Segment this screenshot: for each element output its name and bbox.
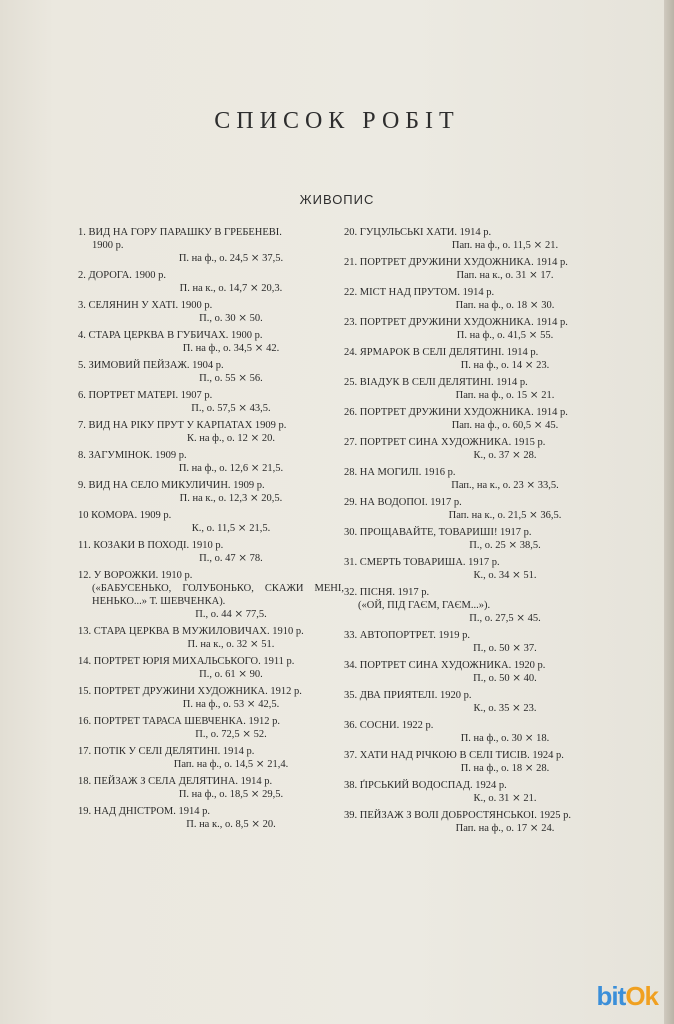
- work-details: К., о. 31 ⨯ 21.: [473, 793, 537, 804]
- list-item: [78, 299, 344, 325]
- page-title: СПИСОК РОБІТ: [214, 108, 460, 134]
- work-title: 1. ВИД НА ГОРУ ПАРАШКУ В ГРЕБЕНЕВІ.: [78, 227, 282, 238]
- list-item: [344, 629, 626, 655]
- work-title: 24. ЯРМАРОК В СЕЛІ ДЕЛЯТИНІ. 1914 р.: [344, 347, 539, 358]
- list-item: [344, 659, 626, 685]
- work-title: 2. ДОРОГА. 1900 р.: [78, 270, 167, 281]
- left-column: [78, 226, 344, 835]
- work-title: 11. КОЗАКИ В ПОХОДІ. 1910 р.: [78, 540, 224, 551]
- work-title: 27. ПОРТРЕТ СИНА ХУДОЖНИКА. 1915 р.: [344, 437, 546, 448]
- work-details: П. на ф., о. 53 ⨯ 42,5.: [182, 699, 280, 710]
- work-title: 35. ДВА ПРИЯТЕЛІ. 1920 р.: [344, 690, 472, 701]
- list-item: [344, 316, 626, 342]
- list-item: [78, 715, 344, 741]
- list-item: [78, 329, 344, 355]
- work-details: Пап. на ф., о. 60,5 ⨯ 45.: [451, 420, 559, 431]
- work-title: 18. ПЕЙЗАЖ З СЕЛА ДЕЛЯТИНА. 1914 р.: [78, 776, 273, 787]
- work-details: П. на ф., о. 18,5 ⨯ 29,5.: [178, 789, 284, 800]
- list-item: [344, 586, 626, 625]
- work-details: Пап. на ф., о. 14,5 ⨯ 21,4.: [173, 759, 289, 770]
- work-title: 15. ПОРТРЕТ ДРУЖИНИ ХУДОЖНИКА. 1912 р.: [78, 686, 302, 697]
- work-details: К., о. 11,5 ⨯ 21,5.: [191, 523, 271, 534]
- work-details: Пап. на ф., о. 11,5 ⨯ 21.: [451, 240, 559, 251]
- list-item: [344, 556, 626, 582]
- work-title: 20. ГУЦУЛЬСЬКІ ХАТИ. 1914 р.: [344, 227, 492, 238]
- list-item: [344, 749, 626, 775]
- work-title: 6. ПОРТРЕТ МАТЕРІ. 1907 р.: [78, 390, 213, 401]
- work-details: Пап. на ф., о. 18 ⨯ 30.: [455, 300, 555, 311]
- list-item: [78, 539, 344, 565]
- work-details: П. на ф., о. 41,5 ⨯ 55.: [456, 330, 554, 341]
- work-details: П., о. 57,5 ⨯ 43,5.: [191, 403, 271, 414]
- work-details: П., о. 72,5 ⨯ 52.: [195, 729, 267, 740]
- list-item: [78, 655, 344, 681]
- work-title: 8. ЗАГУМІНОК. 1909 р.: [78, 450, 187, 461]
- list-item: [78, 509, 344, 535]
- work-details: П., о. 44 ⨯ 77,5.: [195, 609, 267, 620]
- work-title: 28. НА МОГИЛІ. 1916 р.: [344, 467, 456, 478]
- work-title: 32. ПІСНЯ. 1917 р.: [344, 587, 430, 598]
- work-details: П., о. 61 ⨯ 90.: [199, 669, 263, 680]
- work-details: П. на к., о. 8,5 ⨯ 20.: [186, 819, 276, 830]
- work-title: 37. ХАТИ НАД РІЧКОЮ В СЕЛІ ТИСІВ. 1924 р.: [344, 750, 564, 761]
- work-details: Пап. на ф., о. 17 ⨯ 24.: [455, 823, 555, 834]
- list-item: [344, 376, 626, 402]
- list-item: [344, 406, 626, 432]
- work-details: П. на ф., о. 34,5 ⨯ 42.: [182, 343, 280, 354]
- list-item: [78, 775, 344, 801]
- list-item: [78, 359, 344, 385]
- work-quote: («ОЙ, ПІД ГАЄМ, ГАЄМ...»).: [358, 600, 491, 611]
- page-edge: [664, 0, 674, 1024]
- work-details: П., о. 30 ⨯ 50.: [199, 313, 263, 324]
- list-item: [78, 625, 344, 651]
- work-title: 16. ПОРТРЕТ ТАРАСА ШЕВЧЕНКА. 1912 р.: [78, 716, 280, 727]
- list-item: [344, 526, 626, 552]
- work-title: 4. СТАРА ЦЕРКВА В ГУБИЧАХ. 1900 р.: [78, 330, 263, 341]
- work-details: К. на ф., о. 12 ⨯ 20.: [186, 433, 275, 444]
- watermark-logo: bitOk: [596, 981, 658, 1011]
- list-item: [344, 809, 626, 835]
- work-title: 31. СМЕРТЬ ТОВАРИША. 1917 р.: [344, 557, 500, 568]
- list-item: [78, 269, 344, 295]
- work-details: К., о. 34 ⨯ 51.: [473, 570, 537, 581]
- work-details: П., о. 25 ⨯ 38,5.: [469, 540, 541, 551]
- list-item: [344, 466, 626, 492]
- work-details: П., о. 50 ⨯ 40.: [473, 673, 537, 684]
- list-item: [344, 779, 626, 805]
- work-details: П. на ф., о. 24,5 ⨯ 37,5.: [178, 253, 284, 264]
- list-item: [344, 226, 626, 252]
- list-item: [78, 226, 344, 265]
- list-item: [78, 389, 344, 415]
- list-item: [78, 419, 344, 445]
- work-details: Пап., на к., о. 23 ⨯ 33,5.: [451, 480, 559, 491]
- work-title: 30. ПРОЩАВАЙТЕ, ТОВАРИШІ! 1917 р.: [344, 527, 532, 538]
- list-item: [344, 286, 626, 312]
- section-heading: ЖИВОПИС: [299, 192, 375, 207]
- work-title: 26. ПОРТРЕТ ДРУЖИНИ ХУДОЖНИКА. 1914 р.: [344, 407, 568, 418]
- work-details: П. на ф., о. 14 ⨯ 23.: [460, 360, 550, 371]
- right-column: [344, 226, 626, 839]
- work-title: 7. ВИД НА РІКУ ПРУТ У КАРПАТАХ 1909 р.: [78, 420, 287, 431]
- list-item: [78, 479, 344, 505]
- work-details: П., о. 47 ⨯ 78.: [199, 553, 263, 564]
- work-title: 34. ПОРТРЕТ СИНА ХУДОЖНИКА. 1920 р.: [344, 660, 546, 671]
- work-quote: («БАБУСЕНЬКО, ГОЛУБОНЬКО, СКАЖИ МЕНІ, НЕНЬКО...» Т. ШЕВЧЕНКА).: [92, 583, 344, 607]
- list-item: [78, 745, 344, 771]
- work-details: К., о. 37 ⨯ 28.: [473, 450, 537, 461]
- work-year: 1900 р.: [92, 240, 124, 251]
- work-details: Пап. на к., о. 31 ⨯ 17.: [456, 270, 554, 281]
- work-title: 38. ҐІРСЬКИЙ ВОДОСПАД. 1924 р.: [344, 780, 507, 791]
- work-title: 39. ПЕЙЗАЖ З ВОЛІ ДОБРОСТЯНСЬКОІ. 1925 р.: [344, 810, 572, 821]
- work-title: 21. ПОРТРЕТ ДРУЖИНИ ХУДОЖНИКА. 1914 р.: [344, 257, 568, 268]
- work-title: 23. ПОРТРЕТ ДРУЖИНИ ХУДОЖНИКА. 1914 р.: [344, 317, 568, 328]
- list-item: [344, 719, 626, 745]
- list-item: [78, 569, 344, 621]
- work-title: 5. ЗИМОВИЙ ПЕЙЗАЖ. 1904 р.: [78, 360, 224, 371]
- work-title: 36. СОСНИ. 1922 р.: [344, 720, 434, 731]
- work-details: П., о. 27,5 ⨯ 45.: [469, 613, 541, 624]
- list-item: [78, 685, 344, 711]
- work-title: 19. НАД ДНІСТРОМ. 1914 р.: [78, 806, 210, 817]
- list-item: [344, 346, 626, 372]
- work-details: П. на к., о. 12,3 ⨯ 20,5.: [179, 493, 283, 504]
- work-details: П. на ф., о. 12,6 ⨯ 21,5.: [178, 463, 284, 474]
- work-details: П. на к., о. 14,7 ⨯ 20,3.: [179, 283, 283, 294]
- work-details: П. на ф., о. 30 ⨯ 18.: [460, 733, 550, 744]
- work-details: Пап. на ф., о. 15 ⨯ 21.: [455, 390, 555, 401]
- work-title: 3. СЕЛЯНИН У ХАТІ. 1900 р.: [78, 300, 213, 311]
- work-title: 9. ВИД НА СЕЛО МИКУЛИЧИН. 1909 р.: [78, 480, 265, 491]
- work-title: 17. ПОТІК У СЕЛІ ДЕЛЯТИНІ. 1914 р.: [78, 746, 255, 757]
- work-title: 13. СТАРА ЦЕРКВА В МУЖИЛОВИЧАХ. 1910 р.: [78, 626, 304, 637]
- work-title: 29. НА ВОДОПОІ. 1917 р.: [344, 497, 462, 508]
- list-item: [344, 496, 626, 522]
- work-details: Пап. на к., о. 21,5 ⨯ 36,5.: [448, 510, 562, 521]
- work-title: 14. ПОРТРЕТ ЮРІЯ МИХАЛЬСЬКОГО. 1911 р.: [78, 656, 295, 667]
- work-title: 12. У ВОРОЖКИ. 1910 р.: [78, 570, 193, 581]
- work-details: П. на к., о. 32 ⨯ 51.: [187, 639, 275, 650]
- list-item: [344, 689, 626, 715]
- work-title: 25. ВІАДУК В СЕЛІ ДЕЛЯТИНІ. 1914 р.: [344, 377, 528, 388]
- list-item: [78, 449, 344, 475]
- work-details: П., о. 55 ⨯ 56.: [199, 373, 263, 384]
- work-title: 22. МІСТ НАД ПРУТОМ. 1914 р.: [344, 287, 495, 298]
- work-title: 10 КОМОРА. 1909 р.: [78, 510, 172, 521]
- work-details: П., о. 50 ⨯ 37.: [473, 643, 537, 654]
- list-item: [78, 805, 344, 831]
- work-details: К., о. 35 ⨯ 23.: [473, 703, 537, 714]
- list-item: [344, 256, 626, 282]
- work-title: 33. АВТОПОРТРЕТ. 1919 р.: [344, 630, 470, 641]
- work-details: П. на ф., о. 18 ⨯ 28.: [460, 763, 550, 774]
- list-item: [344, 436, 626, 462]
